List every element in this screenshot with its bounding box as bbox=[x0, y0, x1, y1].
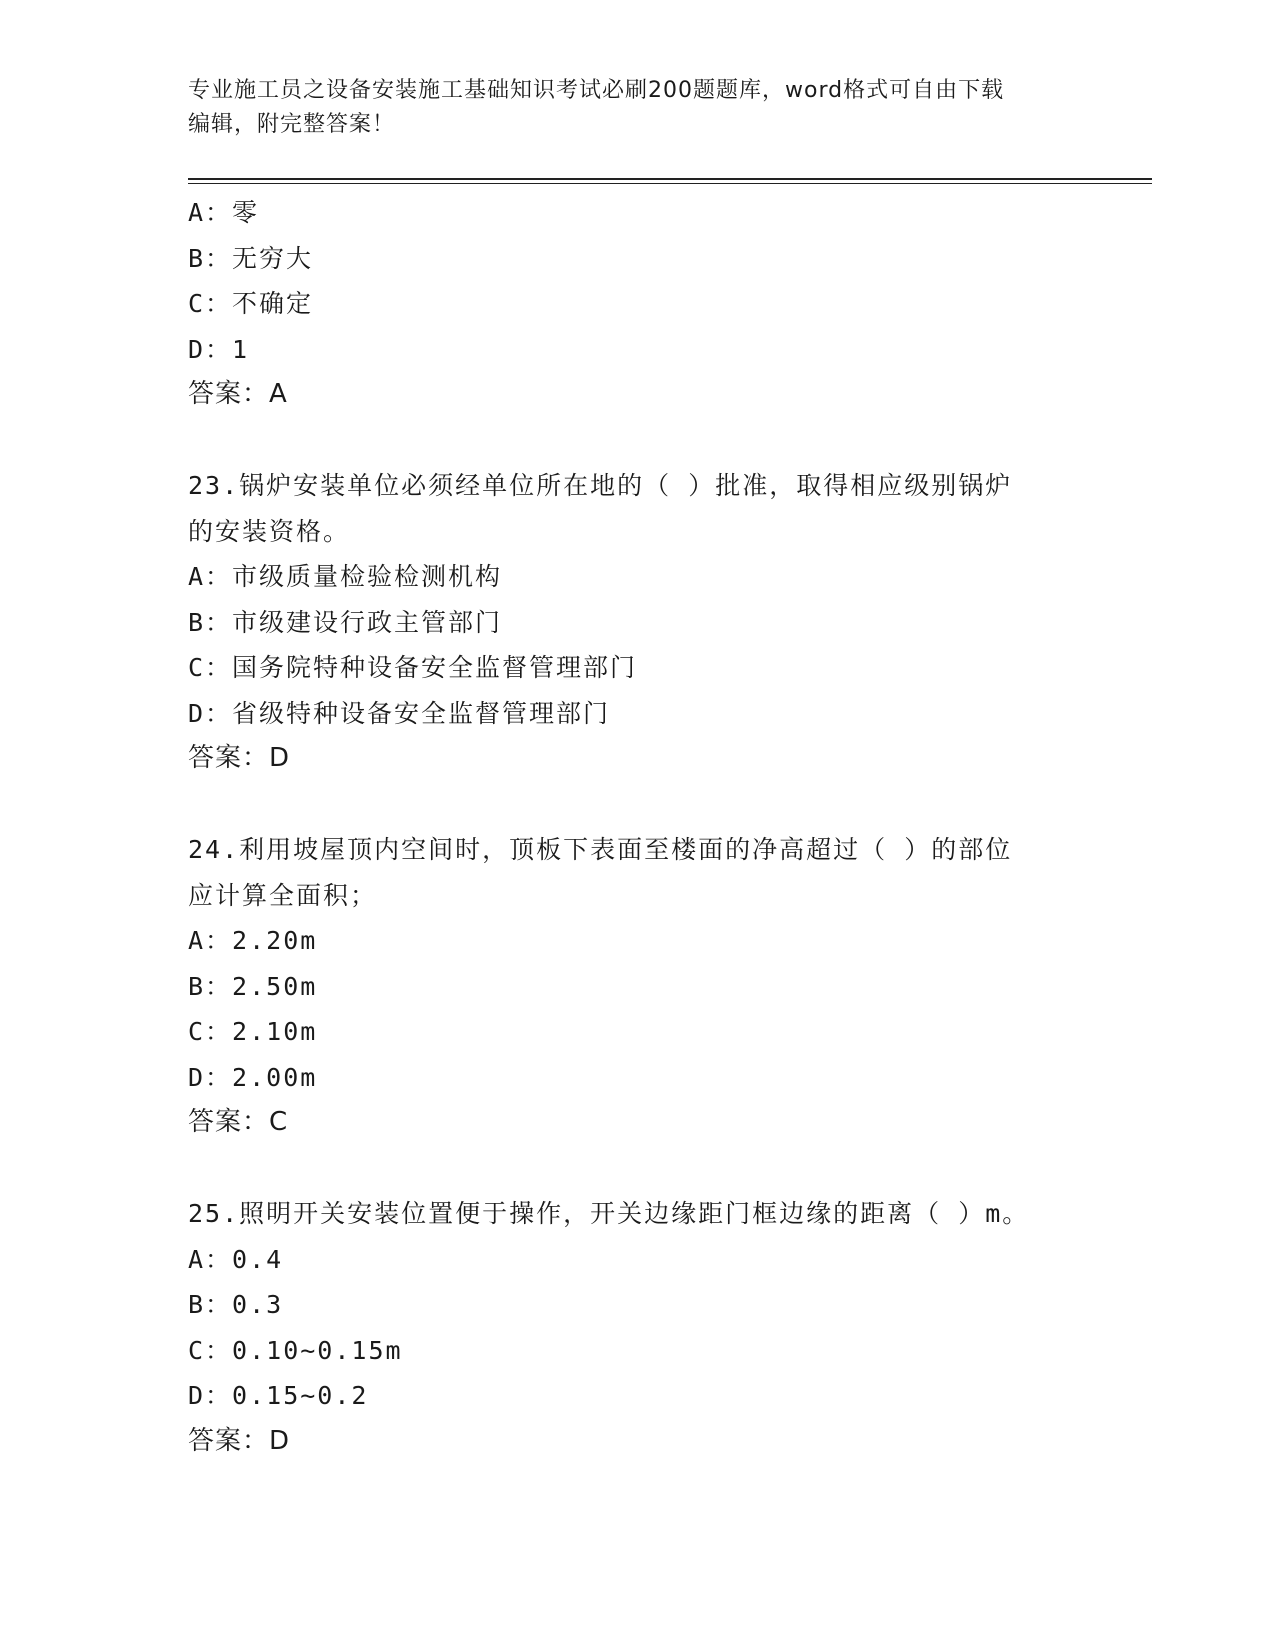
question-block-24 bbox=[188, 827, 1088, 1146]
answer: 答案：D bbox=[188, 1425, 291, 1456]
option-a: A：零 bbox=[188, 198, 260, 227]
spacer bbox=[188, 782, 1088, 828]
option-b: B：0.3 bbox=[188, 1290, 284, 1319]
header-line-2: 编辑，附完整答案！ bbox=[188, 112, 396, 137]
option-b: B：无穷大 bbox=[188, 243, 314, 273]
header-divider-thin bbox=[188, 183, 1152, 184]
option-a: A：2.20m bbox=[188, 926, 318, 955]
answer: 答案：D bbox=[188, 743, 291, 773]
spacer bbox=[188, 418, 1088, 464]
option-d: D：0.15~0.2 bbox=[188, 1381, 369, 1410]
question-text: 的安装资格。 bbox=[188, 516, 351, 546]
option-c: C：不确定 bbox=[188, 289, 314, 318]
option-d: D：1 bbox=[188, 334, 250, 364]
option-d: D：2.00m bbox=[188, 1062, 318, 1092]
header-divider-thick bbox=[188, 178, 1152, 180]
question-list bbox=[188, 190, 1088, 1464]
answer: 答案：C bbox=[188, 1107, 289, 1137]
option-c: C：0.10~0.15m bbox=[188, 1335, 403, 1365]
option-d: D：省级特种设备安全监督管理部门 bbox=[188, 698, 611, 728]
option-c: C：国务院特种设备安全监督管理部门 bbox=[188, 653, 638, 682]
question-text: 23.锅炉安装单位必须经单位所在地的（ ）批准，取得相应级别锅炉 bbox=[188, 471, 1013, 500]
question-block-22 bbox=[188, 190, 1088, 418]
header-line-1: 专业施工员之设备安装施工基础知识考试必刷200题题库，word格式可自由下载 bbox=[188, 78, 1005, 103]
question-text: 应计算全面积； bbox=[188, 880, 378, 910]
option-a: A：市级质量检验检测机构 bbox=[188, 562, 503, 591]
answer: 答案：A bbox=[188, 379, 288, 409]
option-b: B：市级建设行政主管部门 bbox=[188, 607, 503, 637]
option-b: B：2.50m bbox=[188, 971, 318, 1001]
option-a: A：0.4 bbox=[188, 1244, 284, 1274]
option-c: C：2.10m bbox=[188, 1017, 318, 1046]
question-text: 25.照明开关安装位置便于操作，开关边缘距门框边缘的距离（ ）m。 bbox=[188, 1199, 1030, 1228]
document-header bbox=[188, 74, 1078, 142]
question-text: 24.利用坡屋顶内空间时，顶板下表面至楼面的净高超过（ ）的部位 bbox=[188, 835, 1013, 864]
spacer bbox=[188, 1146, 1088, 1192]
question-block-25 bbox=[188, 1191, 1088, 1464]
question-block-23 bbox=[188, 463, 1088, 782]
